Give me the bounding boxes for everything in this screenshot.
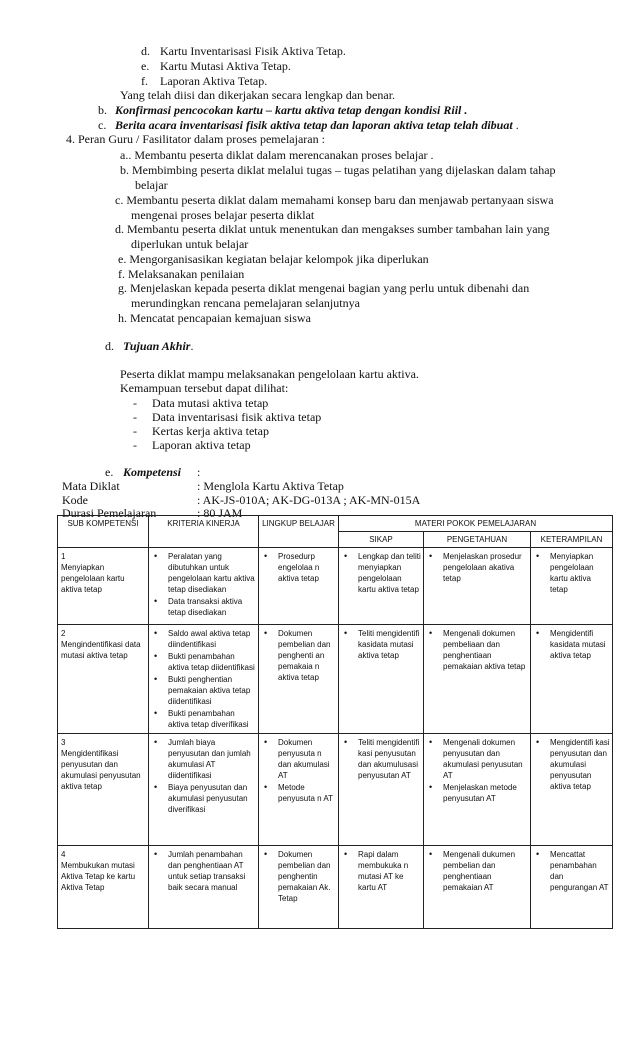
list-item: • Teliti mengidentifi kasidata mutasi aktiva tetap bbox=[342, 628, 421, 661]
header-sikap: SIKAP bbox=[339, 532, 424, 548]
sub-kompetensi-text: Mengindentifikasi data mutasi aktiva tetap bbox=[61, 640, 141, 660]
peran-line-h: h. Mencatat pencapaian kemajuan siswa bbox=[118, 311, 311, 325]
list-item: • Rapi dalam membukuka n mutasi AT ke kartu AT bbox=[342, 849, 421, 893]
sub-kompetensi-text: Membukukan mutasi Aktiva Tetap ke kartu Aktiva Tetap bbox=[61, 861, 136, 892]
cell-lingkup bbox=[259, 625, 339, 734]
keterampilan-list bbox=[534, 737, 610, 792]
cell-kriteria bbox=[149, 734, 259, 846]
header-sub-kompetensi: SUB KOMPETENSI bbox=[58, 516, 149, 548]
cell-sikap bbox=[339, 846, 424, 929]
list-item: • Dokumen pembelian dan penghenti an pemakaia n aktiva tetap bbox=[262, 628, 336, 683]
peran-line-b: b. Membimbing peserta diklat melalui tugas – tugas pelatihan yang dijelaskan dalam tahap bbox=[120, 163, 556, 177]
sub-kompetensi-text: Mengidentifikasi penyusutan dan akumulasi penyusutan aktiva tetap bbox=[61, 749, 141, 791]
peran-line-a: a.. Membantu peserta diklat dalam merencanakan proses belajar . bbox=[120, 148, 434, 162]
list-item: • Bukti penghentian pemakaian aktiva tetap diidentifikasi bbox=[152, 674, 256, 707]
kriteria-list bbox=[152, 551, 256, 618]
sikap-list bbox=[342, 628, 421, 661]
cell-lingkup bbox=[259, 734, 339, 846]
cell-pengetahuan bbox=[424, 625, 531, 734]
cell-lingkup bbox=[259, 846, 339, 929]
list-item: • Mengenali dokumen pembeliaan dan penghentiaan pemakaian aktiva tetap bbox=[427, 628, 528, 672]
peran-heading: 4. Peran Guru / Fasilitator dalam proses pemelajaran : bbox=[66, 132, 325, 146]
cell-sikap bbox=[339, 548, 424, 625]
cell-keterampilan bbox=[531, 625, 613, 734]
cell-sikap bbox=[339, 734, 424, 846]
list-item: • Saldo awal aktiva tetap diindentifikasi bbox=[152, 628, 256, 650]
cell-sub-kompetensi bbox=[58, 625, 149, 734]
table-header-row bbox=[58, 516, 613, 532]
yang-telah-text: Yang telah diisi dan dikerjakan secara lengkap dan benar. bbox=[120, 88, 396, 102]
header-kriteria-kinerja: KRITERIA KINERJA bbox=[149, 516, 259, 548]
sub-kompetensi-number: 3 bbox=[61, 738, 66, 747]
list-item: • Data transaksi aktiva tetap disediakan bbox=[152, 596, 256, 618]
peran-line-g-cont: merundingkan rencana pemelajaran selanjutnya bbox=[131, 296, 360, 310]
info-value-kode: : AK-JS-010A; AK-DG-013A ; AK-MN-015A bbox=[197, 493, 421, 507]
lingkup-list bbox=[262, 551, 336, 584]
lingkup-list bbox=[262, 737, 336, 804]
list-item-d: d. Kartu Inventarisasi Fisik Aktiva Tetap. bbox=[141, 44, 346, 58]
list-item: • Dokumen pembelian dan penghentin pemakaian Ak. Tetap bbox=[262, 849, 336, 904]
kemampuan-item: - Kertas kerja aktiva tetap bbox=[133, 424, 269, 438]
list-item: • Jumlah penambahan dan penghentiaan AT untuk setiap transaksi baik secara manual bbox=[152, 849, 256, 893]
header-materi-pokok: MATERI POKOK PEMELAJARAN bbox=[339, 516, 613, 532]
list-item: • Mengidentifi kasidata mutasi aktiva tetap bbox=[534, 628, 610, 661]
peran-line-b-cont: belajar bbox=[135, 178, 168, 192]
peran-line-c-cont: mengenai proses belajar peserta diklat bbox=[131, 208, 315, 222]
sikap-list bbox=[342, 551, 421, 595]
kompetensi-colon: : bbox=[197, 465, 201, 479]
kompetensi-heading: e. Kompetensi bbox=[105, 465, 182, 479]
cell-sub-kompetensi bbox=[58, 548, 149, 625]
pengetahuan-list bbox=[427, 551, 528, 584]
pengetahuan-list bbox=[427, 737, 528, 804]
tujuan-akhir-heading: d. Tujuan Akhir. bbox=[105, 339, 194, 353]
list-item-f: f. Laporan Aktiva Tetap. bbox=[141, 74, 268, 88]
pengetahuan-list bbox=[427, 628, 528, 672]
keterampilan-list bbox=[534, 628, 610, 661]
list-item: • Menjelaskan prosedur pengelolaan akativa tetap bbox=[427, 551, 528, 584]
table-row bbox=[58, 734, 613, 846]
cell-kriteria bbox=[149, 548, 259, 625]
list-item: • Menjelaskan metode penyusutan AT bbox=[427, 782, 528, 804]
list-item: • Mengenali dokumen penyusutan dan akumulasi penyusutan AT bbox=[427, 737, 528, 781]
materi-table bbox=[57, 515, 613, 929]
list-item: • Bukti penambahan aktiva tetap diverifikasi bbox=[152, 708, 256, 730]
list-item: • Bukti penambahan aktiva tetap diidentifikasi bbox=[152, 651, 256, 673]
table-row bbox=[58, 846, 613, 929]
sub-kompetensi-number: 4 bbox=[61, 850, 66, 859]
kemampuan-item: - Data mutasi aktiva tetap bbox=[133, 396, 269, 410]
cell-keterampilan bbox=[531, 846, 613, 929]
kemampuan-item: - Data inventarisasi fisik aktiva tetap bbox=[133, 410, 322, 424]
keterampilan-list bbox=[534, 551, 610, 595]
peran-line-e: e. Mengorganisasikan kegiatan belajar kelompok jika diperlukan bbox=[118, 252, 429, 266]
cell-sikap bbox=[339, 625, 424, 734]
peran-line-d-cont: diperlukan untuk belajar bbox=[131, 237, 249, 251]
cell-pengetahuan bbox=[424, 548, 531, 625]
list-item: • Biaya penyusutan dan akumulasi penyusutan diverifikasi bbox=[152, 782, 256, 815]
list-item-e: e. Kartu Mutasi Aktiva Tetap. bbox=[141, 59, 291, 73]
header-keterampilan: KETERAMPILAN bbox=[531, 532, 613, 548]
cell-lingkup bbox=[259, 548, 339, 625]
table-row bbox=[58, 625, 613, 734]
cell-pengetahuan bbox=[424, 846, 531, 929]
cell-sub-kompetensi bbox=[58, 734, 149, 846]
info-label-mata-diklat: Mata Diklat bbox=[62, 479, 120, 493]
peran-line-g: g. Menjelaskan kepada peserta diklat mengenai bagian yang perlu untuk dibenahi dan bbox=[118, 281, 530, 295]
list-item: • Dokumen penyusuta n dan akumulasi AT bbox=[262, 737, 336, 781]
cell-pengetahuan bbox=[424, 734, 531, 846]
list-item: • Menyiapkan pengelolaan kartu aktiva tetap bbox=[534, 551, 610, 595]
kriteria-list bbox=[152, 849, 256, 893]
lingkup-list bbox=[262, 628, 336, 683]
info-value-durasi: : 80 JAM bbox=[197, 506, 243, 520]
sub-kompetensi-number: 2 bbox=[61, 629, 66, 638]
peran-line-d: d. Membantu peserta diklat untuk menentukan dan mengakses sumber tambahan lain yang bbox=[115, 222, 550, 236]
list-item: • Lengkap dan teliti menyiapkan pengelolaan kartu aktiva tetap bbox=[342, 551, 421, 595]
sub-kompetensi-number: 1 bbox=[61, 552, 66, 561]
list-item: • Prosedurp engelolaa n aktiva tetap bbox=[262, 551, 336, 584]
cell-kriteria bbox=[149, 846, 259, 929]
sikap-list bbox=[342, 737, 421, 781]
list-item: • Metode penyusuta n AT bbox=[262, 782, 336, 804]
kriteria-list bbox=[152, 628, 256, 730]
cell-sub-kompetensi bbox=[58, 846, 149, 929]
cell-keterampilan bbox=[531, 548, 613, 625]
cell-keterampilan bbox=[531, 734, 613, 846]
peran-line-c: c. Membantu peserta diklat dalam memahami konsep baru dan menjawab pertanyaan siswa bbox=[115, 193, 554, 207]
pengetahuan-list bbox=[427, 849, 528, 893]
info-label-kode: Kode bbox=[62, 493, 88, 507]
kemampuan-text: Kemampuan tersebut dapat dilihat: bbox=[120, 381, 289, 395]
header-pengetahuan: PENGETAHUAN bbox=[424, 532, 531, 548]
list-item: • Mengidentifi kasi penyusutan dan akumulasi penyusutan aktiva tetap bbox=[534, 737, 610, 792]
info-value-mata-diklat: : Menglola Kartu Aktiva Tetap bbox=[197, 479, 344, 493]
sub-kompetensi-text: Menyiapkan pengelolaan kartu aktiva tetap bbox=[61, 563, 125, 594]
list-item: • Jumlah biaya penyusutan dan jumlah akumulasi AT diidentifikasi bbox=[152, 737, 256, 781]
kriteria-list bbox=[152, 737, 256, 815]
list-item: • Mengenali dukumen pembelian dan penghentiaan pemakaian AT bbox=[427, 849, 528, 893]
cell-kriteria bbox=[149, 625, 259, 734]
list-item: • Teliti mengidentifi kasi penyusutan dan akumulusasi penyusutan AT bbox=[342, 737, 421, 781]
peran-line-f: f. Melaksanakan penilaian bbox=[118, 267, 245, 281]
info-label-durasi: Durasi Pemelajaran bbox=[62, 506, 157, 520]
header-lingkup-belajar: LINGKUP BELAJAR bbox=[259, 516, 339, 548]
sikap-list bbox=[342, 849, 421, 893]
list-item: • Mencattat penambahan dan pengurangan AT bbox=[534, 849, 610, 893]
kemampuan-item: - Laporan aktiva tetap bbox=[133, 438, 251, 452]
table-row bbox=[58, 548, 613, 625]
keterampilan-list bbox=[534, 849, 610, 893]
berita-acara-item: c. Berita acara inventarisasi fisik aktiva tetap dan laporan aktiva tetap telah dibuat . bbox=[98, 118, 519, 132]
list-item: • Peralatan yang dibutuhkan untuk pengelolaan kartu aktiva tetap disediakan bbox=[152, 551, 256, 595]
konfirmasi-item: b. Konfirmasi pencocokan kartu – kartu aktiva tetap dengan kondisi Riil . bbox=[98, 103, 468, 117]
lingkup-list bbox=[262, 849, 336, 904]
tujuan-text: Peserta diklat mampu melaksanakan pengelolaan kartu aktiva. bbox=[120, 367, 419, 381]
